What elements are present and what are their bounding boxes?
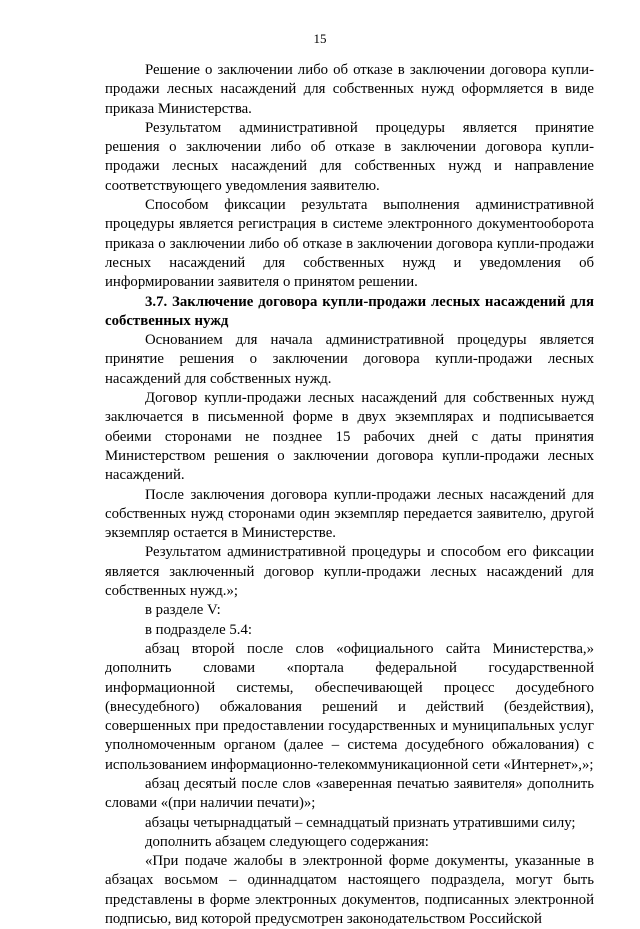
paragraph: Результатом административной процедуры и способом его фиксации является заключенный договор купли-продажи лесных насаждений для собственных нужд.»; (105, 544, 594, 600)
paragraph: абзацы четырнадцатый – семнадцатый признать утратившими силу; (145, 814, 576, 831)
section-heading: 3.7. Заключение договора купли-продажи лесных насаждений для собственных нужд (105, 293, 594, 329)
paragraph: Основанием для начала административной процедуры является принятие решения о заключении договора купли-продажи лесных насаждений для собственных нужд. (105, 332, 594, 387)
paragraph: Результатом административной процедуры является принятие решения о заключении либо об отказе в заключении договора купли-продажи лесных насаждений для собственных нужд и направление соответствующего уведомления заявителю. (105, 119, 594, 194)
page-number: 15 (313, 31, 327, 46)
paragraph: в подразделе 5.4: (145, 621, 253, 638)
paragraph: дополнить абзацем следующего содержания: (145, 833, 429, 850)
paragraph: в разделе V: (145, 602, 221, 619)
paragraph: абзац второй после слов «официального сайта Министерства,» дополнить словами «портала федеральной государственной информационной системы, обеспечивающей процесс досудебного (внесудебного) обжалования решений и действий (бездействия), совершенных при предоставлении государственных и муниципальных услуг уполномоченным органом (далее – система досудебного обжалования) с использованием информационно-телекоммуникационной сети «Интернет»,»; (105, 640, 594, 773)
paragraph: После заключения договора купли-продажи лесных насаждений для собственных нужд сторонами один экземпляр передается заявителю, другой экземпляр остается в Министерстве. (105, 486, 594, 542)
paragraph: Способом фиксации результата выполнения административной процедуры является регистрация в системе электронного документооборота приказа о заключении либо об отказе в заключении договора купли-продажи лесных насаждений для собственных нужд и уведомления об информировании заявителя о принятом решении. (105, 197, 594, 291)
paragraph: Решение о заключении либо об отказе в заключении договора купли-продажи лесных насаждений для собственных нужд оформляется в виде приказа Министерства. (105, 62, 594, 117)
paragraph: абзац десятый после слов «заверенная печатью заявителя» дополнить словами «(при наличии печати)»; (105, 775, 594, 812)
paragraph: Договор купли-продажи лесных насаждений для собственных нужд заключается в письменной форме в двух экземплярах и подписывается обеими сторонами не позднее 15 рабочих дней с даты принятия Министерством решения о заключении договора купли-продажи лесных насаждений. (105, 390, 594, 484)
document-body (105, 61, 594, 929)
paragraph: «При подаче жалобы в электронной форме документы, указанные в абзацах восьмом – одиннадцатом настоящего подраздела, могут быть представлены в форме электронных документов, подписанных электронной подписью, вид которой предусмотрен законодательством Российской (105, 853, 594, 928)
